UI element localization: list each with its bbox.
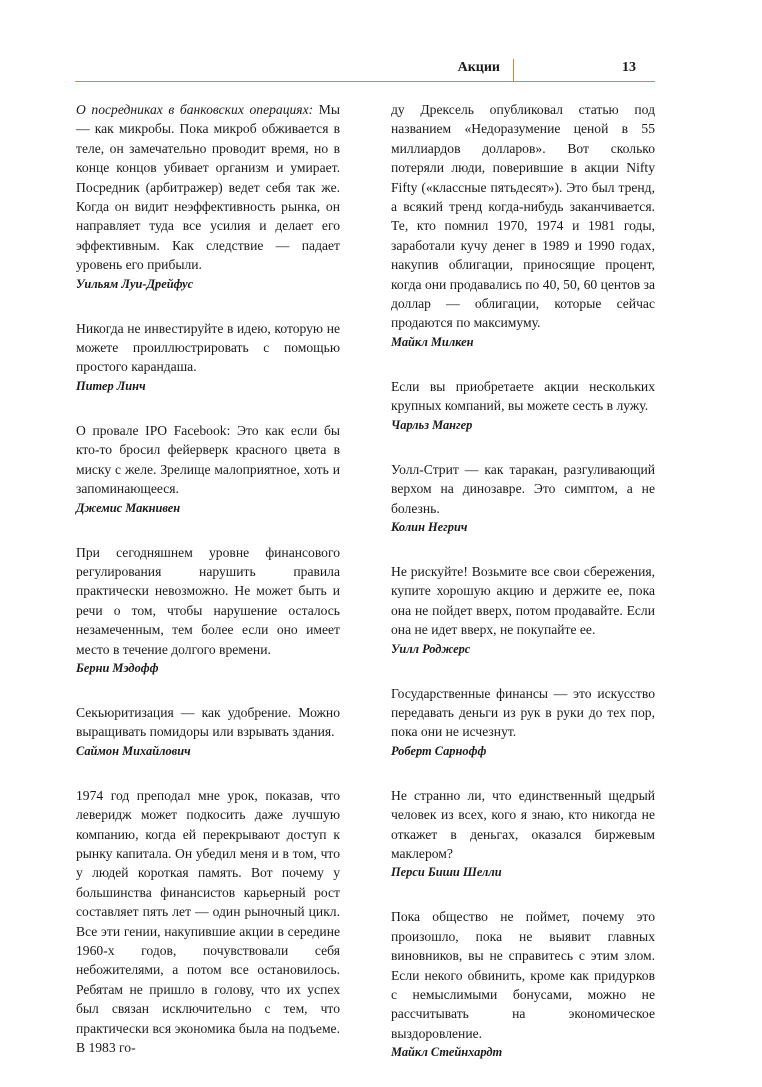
running-header (0, 0, 762, 82)
quote-item (76, 319, 340, 395)
quote-author: Перси Биши Шелли (391, 865, 502, 880)
quote-author: Уилл Роджерс (391, 641, 471, 656)
quote-item-continued (391, 100, 655, 351)
quote-lead: О посредниках в банковских операциях: (76, 102, 314, 117)
quote-item (391, 377, 655, 434)
quote-author: Роберт Сарнофф (391, 743, 487, 758)
quote-author: Майкл Стейнхардт (391, 1045, 503, 1060)
quote-item (76, 421, 340, 517)
quote-author: Саймон Михайлович (76, 743, 191, 758)
quote-item (76, 100, 340, 293)
quote-item (391, 907, 655, 1061)
right-column (391, 100, 655, 1087)
header-divider (513, 59, 514, 82)
quote-item (76, 703, 340, 760)
quote-author: Уильям Луи-Дрейфус (76, 276, 194, 291)
quote-text: О провале IPO Facebook: Это как если бы кто-то бросил фейерверк красного цвета в миску с желе. Зрелище малоприятное, хоть и запоминающееся. (76, 422, 340, 497)
quote-author: Колин Негрич (391, 519, 468, 534)
quote-text: Никогда не инвестируйте в идею, которую не можете проиллюстрировать с помощью простого карандаша. (76, 320, 340, 375)
quote-text: Не странно ли, что единственный щедрый человек из всех, кого я знаю, кто никогда не откажет в деньгах, оказался биржевым маклером? (391, 787, 655, 861)
section-title: Акции (457, 60, 500, 75)
quote-body: Мы — как микробы. Пока микроб обживается в теле, он замечательно проводит время, но в конце концов убивает организм и умирает. Посредник (арбитражер) ведет себя так же. Когда он видит неэффективность рынка, он направляет туда все усилия и делает его эффективным. Как следствие — падает уровень его прибыли. (76, 102, 340, 273)
page-number: 13 (622, 60, 636, 75)
quote-item (391, 684, 655, 760)
quote-item (391, 562, 655, 658)
quote-text: Секьюритизация — как удобрение. Можно выращивать помидоры или взрывать здания. (76, 704, 340, 740)
quote-author: Майкл Милкен (391, 334, 474, 349)
quote-text: При сегодняшнем уровне финансового регулирования нарушить правила практически невозможно. Не может быть и речи о том, чтобы нарушение осталось незамеченным, тем более если оно имеет место в течение долгого времени. (76, 544, 340, 657)
quote-text: 1974 год преподал мне урок, показав, что леверидж может подкосить даже лучшую компанию, когда ей перекрывают доступ к рынку капитала. Он убедил меня и в том, что у людей короткая память. Вот почему у большинства финансистов карьерный рост составляет пять лет — один рыночный цикл. Все эти гении, накупившие акции в середине 1960-х годов, почувствовали себя небожителями, а потом все остановилось. Ребятам не пришло в голову, что их успех был связан исключительно с тем, что практически вся экономика была на подъеме. В 1983 го- (76, 787, 340, 1056)
quote-text: Пока общество не поймет, почему это произошло, пока не выявит главных виновников, вы не справитесь с этим злом. Если некого обвинить, кроме как придурков с немыслимыми бонусами, можно не рассчитывать на экономическое выздоровление. (391, 909, 655, 1041)
quote-item (76, 543, 340, 677)
quote-author: Чарльз Мангер (391, 417, 473, 432)
quote-item (391, 786, 655, 882)
quote-author: Джемис Макнивен (76, 500, 181, 515)
left-column (76, 100, 340, 1083)
quote-author: Берни Мэдофф (76, 660, 159, 675)
quote-text (76, 100, 340, 275)
quote-text: ду Дрексель опубликовал статью под названием «Недоразумение ценой в 55 миллиардов долларов». Вот сколько потеряли люди, поверившие в акции Nifty Fifty («классные пятьдесят»). Это был тренд, а всякий тренд когда-нибудь заканчивается. Те, кто помнил 1970, 1974 и 1981 годы, заработали кучу денег в 1989 и 1990 годах, накупив облигации, приносящие процент, когда они продавались по 40, 50, 60 центов за доллар — облигации, которые сейчас продаются по максимуму. (391, 102, 655, 331)
quote-text: Не рискуйте! Возьмите все свои сбережения, купите хорошую акцию и держите ее, пока она не пойдет вверх, потом продавайте. Если она не идет вверх, не покупайте ее. (391, 563, 655, 638)
quote-author: Питер Линч (76, 378, 146, 393)
quote-text: Если вы приобретаете акции нескольких крупных компаний, вы можете сесть в лужу. (391, 378, 655, 414)
header-rule (75, 81, 655, 82)
quote-item (391, 460, 655, 536)
quote-text: Уолл-Стрит — как таракан, разгуливающий верхом на динозавре. Это симптом, а не болезнь. (391, 461, 655, 516)
quote-text: Государственные финансы — это искусство передавать деньги из рук в руки до тех пор, пока они не исчезнут. (391, 685, 655, 740)
quote-item (76, 786, 340, 1058)
